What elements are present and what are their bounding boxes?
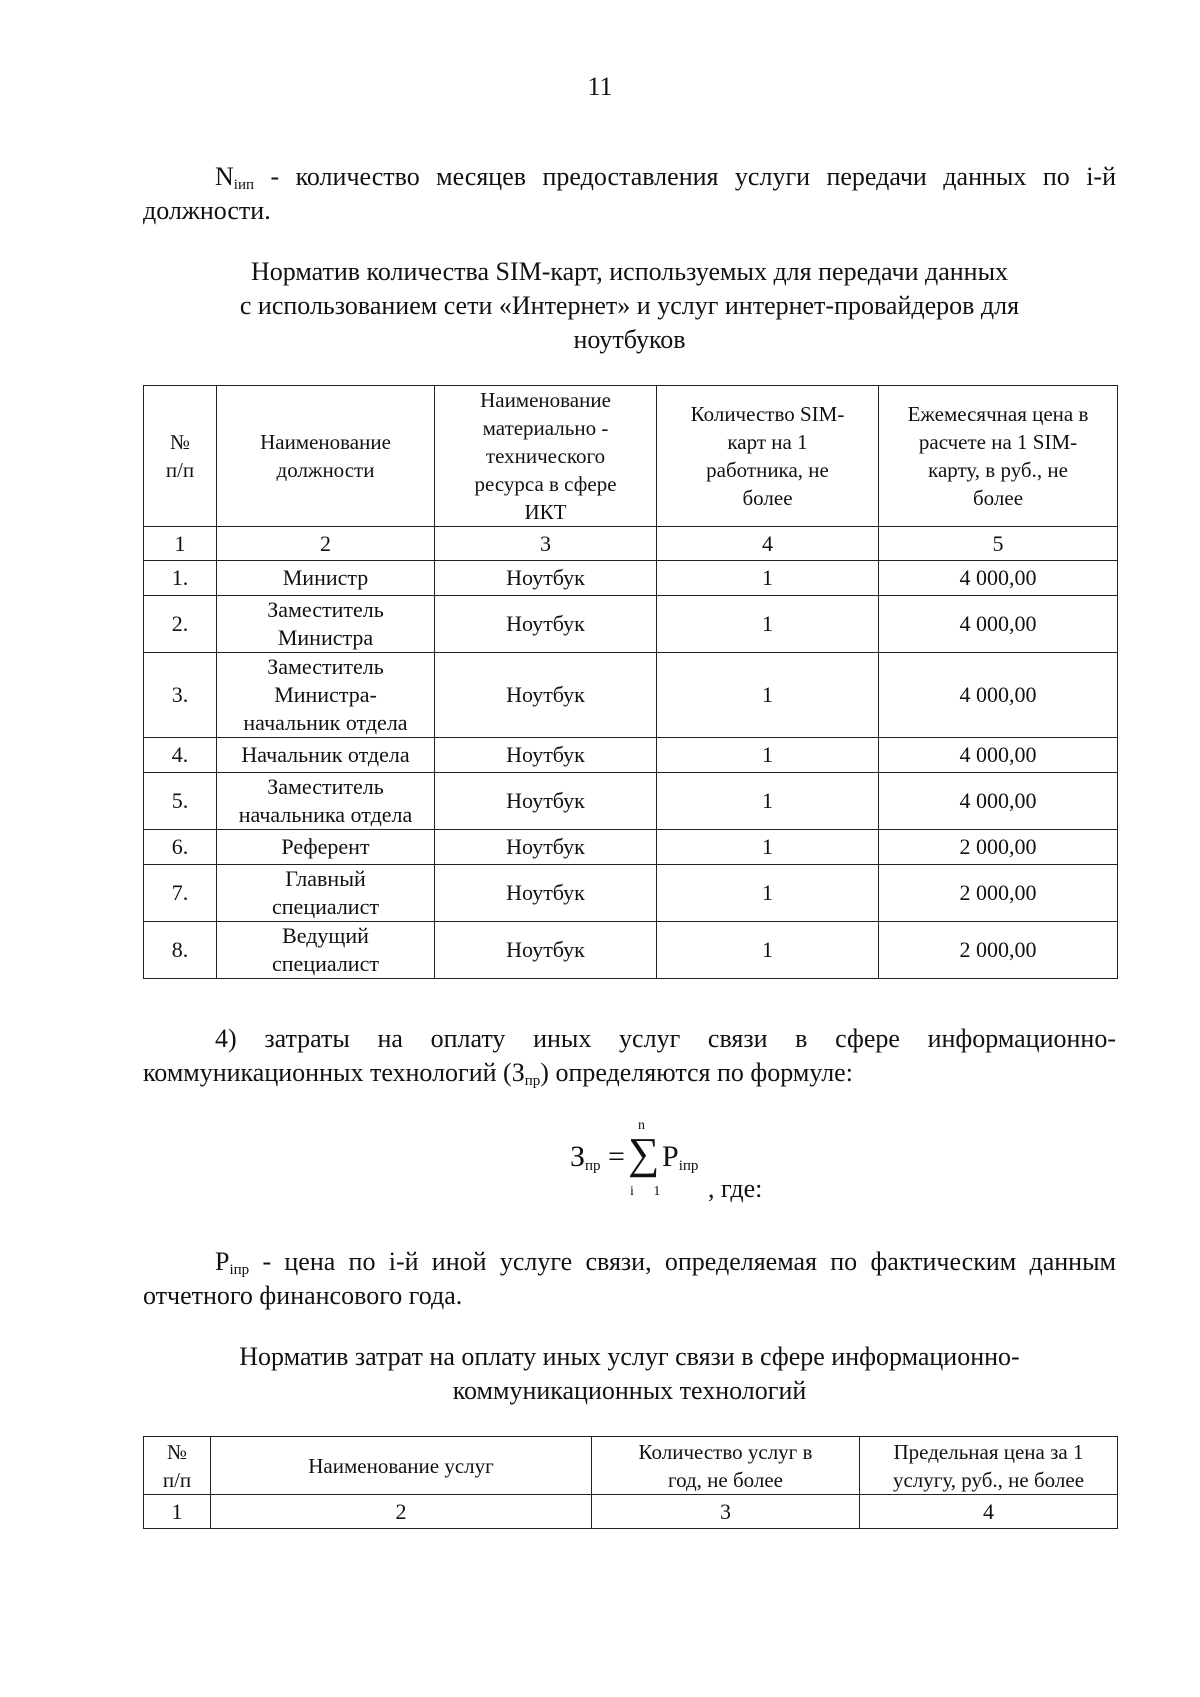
sim-cards-table bbox=[143, 385, 1118, 979]
header-quantity-line: более bbox=[742, 486, 793, 510]
row-position bbox=[217, 773, 435, 830]
table2-title-line-1: Норматив затрат на оплату иных услуг связи в сфере информационно- bbox=[239, 1342, 1020, 1371]
header-number-line: № bbox=[166, 1439, 188, 1464]
formula-p-symbol: P bbox=[662, 1140, 679, 1173]
intro-symbol-sub: iип bbox=[233, 177, 255, 193]
row-position-line: специалист bbox=[272, 951, 379, 976]
header-position-line: должности bbox=[276, 458, 375, 482]
row-quantity: 1 bbox=[657, 653, 879, 738]
formula-z-symbol: З bbox=[570, 1140, 586, 1173]
row-quantity: 1 bbox=[657, 738, 879, 773]
table-header-row bbox=[144, 386, 1118, 527]
definition-text: - цена по i-й иной услуге связи, определяемая по фактическим данным bbox=[249, 1247, 1116, 1276]
formula-p bbox=[662, 1140, 698, 1174]
table-row bbox=[144, 773, 1118, 830]
row-price: 4 000,00 bbox=[879, 653, 1118, 738]
definition-line-2: отчетного финансового года. bbox=[143, 1281, 463, 1310]
table1-title-line-2: с использованием сети «Интернет» и услуг интернет-провайдеров для bbox=[239, 291, 1020, 320]
row-resource: Ноутбук bbox=[435, 922, 657, 979]
formula-lower-limit: i 1 bbox=[630, 1184, 669, 1199]
row-position-line: Заместитель bbox=[267, 774, 384, 799]
column-number: 4 bbox=[860, 1495, 1118, 1529]
header-quantity-line: Количество SIM- bbox=[690, 402, 845, 426]
row-position-line: Референт bbox=[281, 834, 370, 859]
row-position bbox=[217, 653, 435, 738]
row-number: 3. bbox=[144, 653, 217, 738]
table1-title bbox=[143, 255, 1116, 357]
formula bbox=[570, 1118, 790, 1208]
formula-gde: , где: bbox=[708, 1174, 763, 1203]
row-resource: Ноутбук bbox=[435, 596, 657, 653]
row-resource: Ноутбук bbox=[435, 738, 657, 773]
item4-line-2 bbox=[143, 1056, 1116, 1090]
page-number: 11 bbox=[587, 72, 613, 101]
header-quantity-line: карт на 1 bbox=[727, 430, 808, 454]
header-service-line: Наименование услуг bbox=[308, 1453, 494, 1478]
header-price-line: более bbox=[972, 486, 1024, 510]
header-number bbox=[144, 1437, 211, 1495]
row-quantity: 1 bbox=[657, 773, 879, 830]
row-price: 4 000,00 bbox=[879, 561, 1118, 596]
column-number: 4 bbox=[657, 527, 879, 561]
row-position bbox=[217, 596, 435, 653]
row-price: 4 000,00 bbox=[879, 596, 1118, 653]
header-position-line: Наименование bbox=[260, 430, 391, 454]
row-position-line: Начальник отдела bbox=[241, 742, 410, 767]
header-quantity-line: работника, не bbox=[706, 458, 829, 482]
row-quantity: 1 bbox=[657, 865, 879, 922]
sigma-icon: ∑ bbox=[628, 1129, 660, 1178]
row-resource: Ноутбук bbox=[435, 830, 657, 865]
item4-line-2-pre: коммуникационных технологий (З bbox=[143, 1058, 525, 1087]
row-resource: Ноутбук bbox=[435, 653, 657, 738]
row-position bbox=[217, 561, 435, 596]
row-position-line: Главный bbox=[285, 866, 366, 891]
row-quantity: 1 bbox=[657, 596, 879, 653]
row-number: 4. bbox=[144, 738, 217, 773]
row-resource: Ноутбук bbox=[435, 773, 657, 830]
row-position bbox=[217, 922, 435, 979]
row-number: 1. bbox=[144, 561, 217, 596]
header-number-line: п/п bbox=[162, 1467, 192, 1492]
item4-paragraph bbox=[143, 1022, 1116, 1090]
row-price: 4 000,00 bbox=[879, 773, 1118, 830]
table-row bbox=[144, 865, 1118, 922]
header-resource-line: технического bbox=[485, 444, 606, 468]
table-row bbox=[144, 596, 1118, 653]
item4-line-2-post: ) определяются по формуле: bbox=[540, 1058, 853, 1087]
other-services-table bbox=[143, 1436, 1118, 1529]
header-resource-line: ресурса в сфере bbox=[474, 472, 617, 496]
column-number: 3 bbox=[435, 527, 657, 561]
row-resource: Ноутбук bbox=[435, 865, 657, 922]
header-resource-line: Наименование bbox=[480, 388, 611, 412]
intro-line-1 bbox=[143, 160, 1116, 194]
header-quantity bbox=[657, 386, 879, 527]
row-position-line: начальника отдела bbox=[238, 802, 413, 827]
item4-line-1: 4) затраты на оплату иных услуг связи в сфере информационно- bbox=[215, 1024, 1116, 1053]
table-row bbox=[144, 738, 1118, 773]
row-number: 8. bbox=[144, 922, 217, 979]
row-position-line: Министра- bbox=[274, 682, 377, 707]
header-service-quantity bbox=[592, 1437, 860, 1495]
row-resource: Ноутбук bbox=[435, 561, 657, 596]
header-position bbox=[217, 386, 435, 527]
header-max-price bbox=[860, 1437, 1118, 1495]
row-quantity: 1 bbox=[657, 922, 879, 979]
intro-paragraph bbox=[143, 160, 1116, 228]
row-price: 2 000,00 bbox=[879, 865, 1118, 922]
column-number: 1 bbox=[144, 1495, 211, 1529]
intro-line-2: должности. bbox=[143, 196, 271, 225]
table2-title-line-2: коммуникационных технологий bbox=[452, 1376, 807, 1405]
column-number-row bbox=[144, 1495, 1118, 1529]
definition-symbol: P bbox=[215, 1247, 230, 1276]
header-price-line: Ежемесячная цена в bbox=[907, 402, 1089, 426]
row-position-line: Министра bbox=[277, 625, 374, 650]
item4-line-2-sub: пр bbox=[524, 1073, 541, 1089]
row-number: 5. bbox=[144, 773, 217, 830]
row-position-line: Заместитель bbox=[267, 597, 384, 622]
row-number: 6. bbox=[144, 830, 217, 865]
header-service bbox=[211, 1437, 592, 1495]
table-row bbox=[144, 922, 1118, 979]
header-number bbox=[144, 386, 217, 527]
row-position-line: специалист bbox=[272, 894, 379, 919]
header-number-line: п/п bbox=[165, 458, 195, 482]
intro-symbol: N bbox=[215, 162, 234, 191]
header-resource bbox=[435, 386, 657, 527]
row-quantity: 1 bbox=[657, 561, 879, 596]
column-number: 3 bbox=[592, 1495, 860, 1529]
row-position-line: начальник отдела bbox=[243, 710, 408, 735]
column-number: 1 bbox=[144, 527, 217, 561]
row-position-line: Ведущий bbox=[282, 923, 369, 948]
definition-line-1 bbox=[143, 1245, 1116, 1279]
formula-equals: = bbox=[608, 1140, 625, 1173]
row-price: 2 000,00 bbox=[879, 830, 1118, 865]
column-number-row bbox=[144, 527, 1118, 561]
definition-symbol-sub: iпр bbox=[229, 1262, 250, 1278]
header-max-price-line: Предельная цена за 1 bbox=[893, 1439, 1084, 1464]
row-number: 2. bbox=[144, 596, 217, 653]
header-resource-line: ИКТ bbox=[524, 500, 567, 524]
table-row bbox=[144, 561, 1118, 596]
row-quantity: 1 bbox=[657, 830, 879, 865]
formula-z-sub: пр bbox=[585, 1158, 601, 1174]
formula-p-sub: iпр bbox=[678, 1158, 699, 1174]
header-service-quantity-line: год, не более bbox=[667, 1467, 783, 1492]
table-header-row bbox=[144, 1437, 1118, 1495]
header-resource-line: материально - bbox=[482, 416, 609, 440]
column-number: 5 bbox=[879, 527, 1118, 561]
table-row bbox=[144, 653, 1118, 738]
row-position-line: Заместитель bbox=[267, 654, 384, 679]
header-max-price-line: услугу, руб., не более bbox=[892, 1467, 1085, 1492]
formula-upper-limit: n bbox=[638, 1118, 645, 1133]
row-number: 7. bbox=[144, 865, 217, 922]
column-number: 2 bbox=[217, 527, 435, 561]
header-price bbox=[879, 386, 1118, 527]
header-price-line: расчете на 1 SIM- bbox=[918, 430, 1078, 454]
table-row bbox=[144, 830, 1118, 865]
row-price: 2 000,00 bbox=[879, 922, 1118, 979]
header-number-line: № bbox=[169, 430, 191, 454]
column-number: 2 bbox=[211, 1495, 592, 1529]
definition-paragraph bbox=[143, 1245, 1116, 1313]
header-service-quantity-line: Количество услуг в bbox=[638, 1439, 813, 1464]
table1-title-line-1: Норматив количества SIM-карт, используемых для передачи данных bbox=[250, 257, 1009, 286]
header-price-line: карту, в руб., не bbox=[928, 458, 1068, 482]
table2-title bbox=[143, 1340, 1116, 1408]
row-position-line: Министр bbox=[282, 565, 369, 590]
table1-title-line-3: ноутбуков bbox=[573, 325, 686, 354]
intro-text: - количество месяцев предоставления услуги передачи данных по i-й bbox=[254, 162, 1116, 191]
row-position bbox=[217, 865, 435, 922]
row-position bbox=[217, 830, 435, 865]
row-position bbox=[217, 738, 435, 773]
formula-z bbox=[570, 1140, 601, 1174]
row-price: 4 000,00 bbox=[879, 738, 1118, 773]
